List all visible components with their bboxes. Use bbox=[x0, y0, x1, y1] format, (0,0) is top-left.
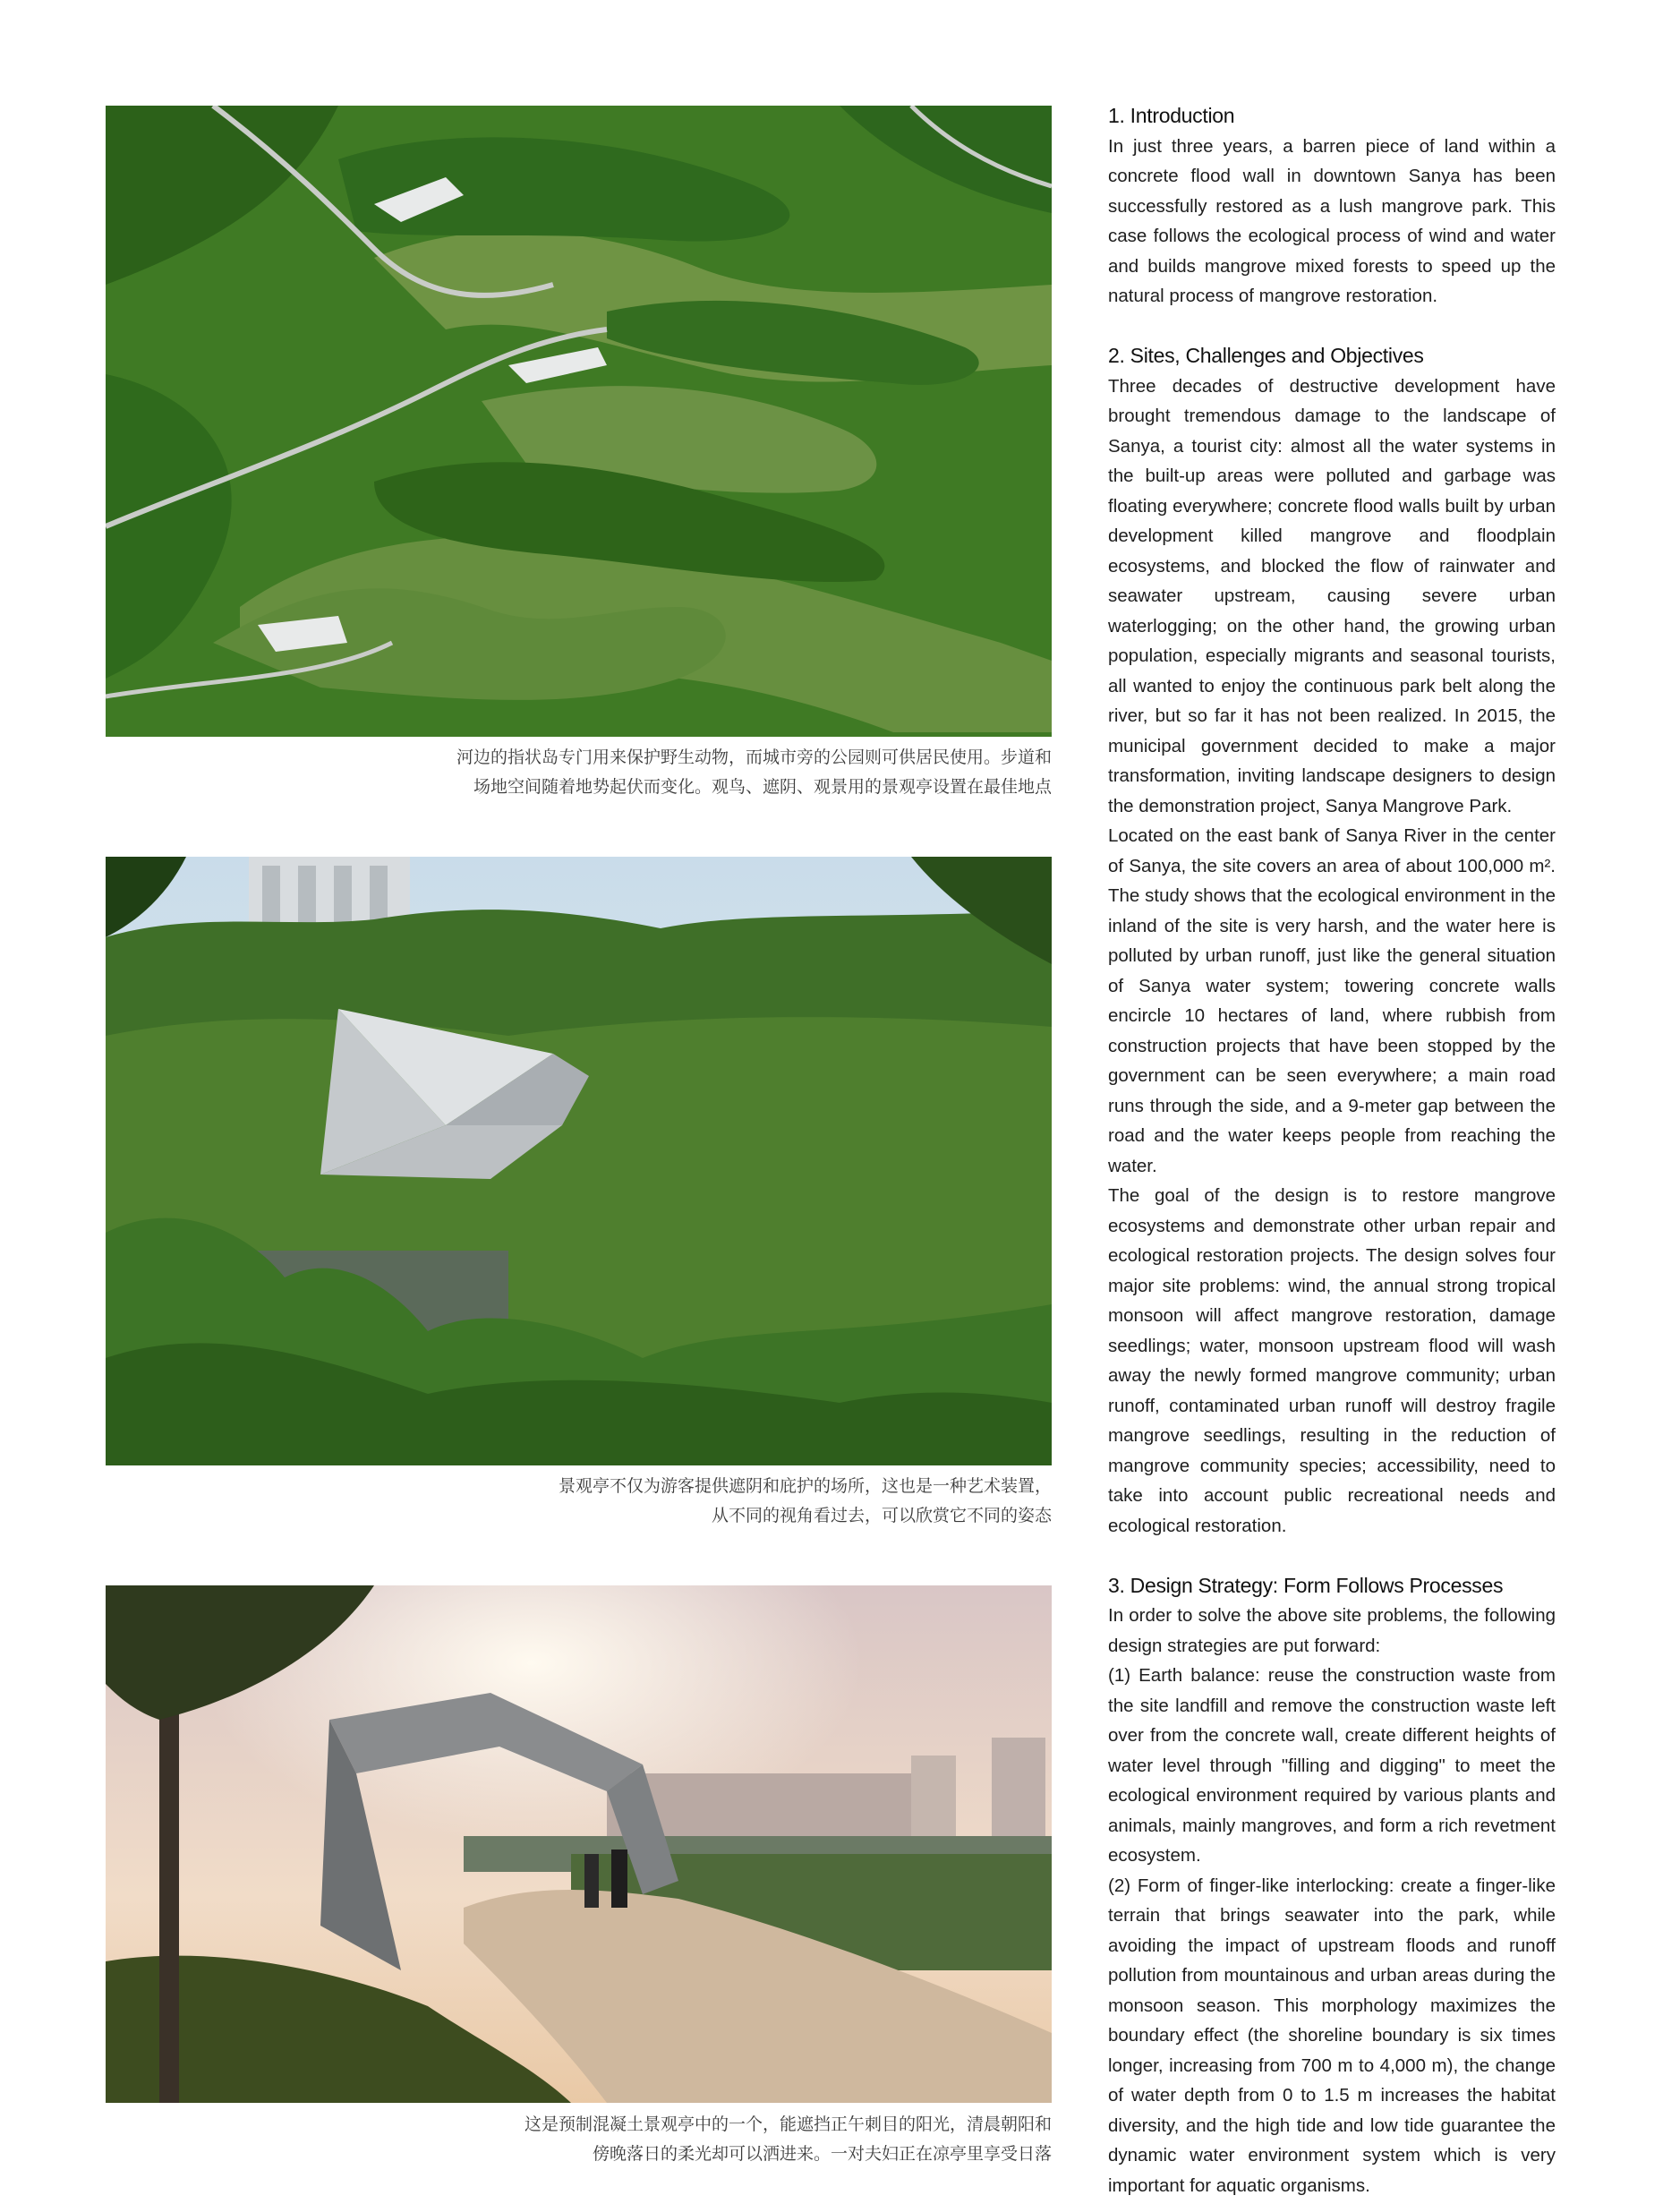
caption-line: 傍晚落日的柔光却可以洒进来。一对夫妇正在凉亭里享受日落 bbox=[592, 2144, 1052, 2164]
section-heading-sites: 2. Sites, Challenges and Objectives bbox=[1108, 344, 1424, 367]
section-heading-strategy: 3. Design Strategy: Form Follows Processes bbox=[1108, 1573, 1504, 1597]
photo-caption bbox=[358, 1472, 1052, 1531]
caption-line: 河边的指状岛专门用来保护野生动物，而城市旁的公园则可供居民使用。步道和 bbox=[456, 747, 1052, 767]
sites-paragraph-1: Three decades of destructive development have brought tremendous damage to the landscape of Sanya, a tourist city: almost all the water systems in the built-up areas were polluted and garbage was floating everywhere; concrete flood walls built by urban development killed mangrove and floodplain ecosystems, and blocked the flow of rainwater and seawater upstream, causing severe urban waterlogging; on the other hand, the growing urban population, especially migrants and seasonal tourists, all wanted to enjoy the continuous park belt along the river, but so far it has not been realized. In 2015, the municipal government decided to make a major transformation, inviting landscape designers to design the demonstration project, Sanya Mangrove Park. bbox=[1108, 375, 1556, 816]
photo-caption bbox=[358, 743, 1052, 802]
sites-paragraph-3: The goal of the design is to restore mangrove ecosystems and demonstrate other urban repair and ecological restoration projects. The design solves four major site problems: wind, the annual strong tropical monsoon will affect mangrove restoration, damage seedlings; water, monsoon upstream flood will wash away the newly formed mangrove community; urban runoff, contaminated urban runoff will destroy fragile mangrove seedlings, resulting in the reduction of mangrove community species; accessibility, need to take into account public recreational needs and ecological restoration. bbox=[1108, 1185, 1556, 1536]
strategy-paragraph-2: (1) Earth balance: reuse the construction waste from the site landfill and remove the construction waste left over from the concrete wall, create different heights of water level through "filling and digging" to meet the ecological environment required by various plants and animals, mainly mangroves, and form a rich revetment ecosystem. bbox=[1108, 1665, 1556, 1866]
strategy-paragraph-1: In order to solve the above site problems, the following design strategies are put forward: bbox=[1108, 1605, 1556, 1656]
section-heading-introduction: 1. Introduction bbox=[1108, 104, 1235, 127]
aerial-mangrove-photo bbox=[106, 106, 1052, 737]
article-text-column bbox=[1108, 101, 1556, 2200]
caption-line: 场地空间随着地势起伏而变化。观鸟、遮阴、观景用的景观亭设置在最佳地点 bbox=[473, 777, 1052, 797]
photo-caption bbox=[358, 2110, 1052, 2169]
strategy-paragraph-3: (2) Form of finger-like interlocking: create a finger-like terrain that brings seawater into the park, while avoiding the impact of upstream floods and runoff pollution from mountainous and urban areas during the monsoon season. This morphology maximizes the boundary effect (the shoreline boundary is six times longer, increasing from 700 m to 4,000 m), the change of water depth from 0 to 1.5 m increases the habitat diversity, and the high tide and low tide guarantee the dynamic water environment system which is very important for aquatic organisms. bbox=[1108, 1875, 1556, 2196]
caption-line: 从不同的视角看过去，可以欣赏它不同的姿态 bbox=[711, 1506, 1052, 1525]
intro-paragraph: In just three years, a barren piece of land within a concrete flood wall in downtown Sanya has been successfully restored as a lush mangrove park. This case follows the ecological process of wind and water and builds mangrove mixed forests to speed up the natural process of mangrove restoration. bbox=[1108, 135, 1556, 306]
pavilion-photo bbox=[106, 857, 1052, 1465]
sunset-pavilion-photo bbox=[106, 1585, 1052, 2103]
sites-paragraph-2: Located on the east bank of Sanya River in the center of Sanya, the site covers an area of about 100,000 m². The study shows that the ecological environment in the inland of the site is very harsh, and the water here is polluted by urban runoff, just like the general situation of Sanya water system; towering concrete walls encircle 10 hectares of land, where rubbish from construction projects that have been stopped by the government can be seen everywhere; a main road runs through the side, and a 9-meter gap between the road and the water keeps people from reaching the water. bbox=[1108, 825, 1556, 1176]
caption-line: 景观亭不仅为游客提供遮阴和庇护的场所，这也是一种艺术装置， bbox=[558, 1476, 1052, 1496]
caption-line: 这是预制混凝土景观亭中的一个，能遮挡正午刺目的阳光，清晨朝阳和 bbox=[524, 2114, 1052, 2134]
